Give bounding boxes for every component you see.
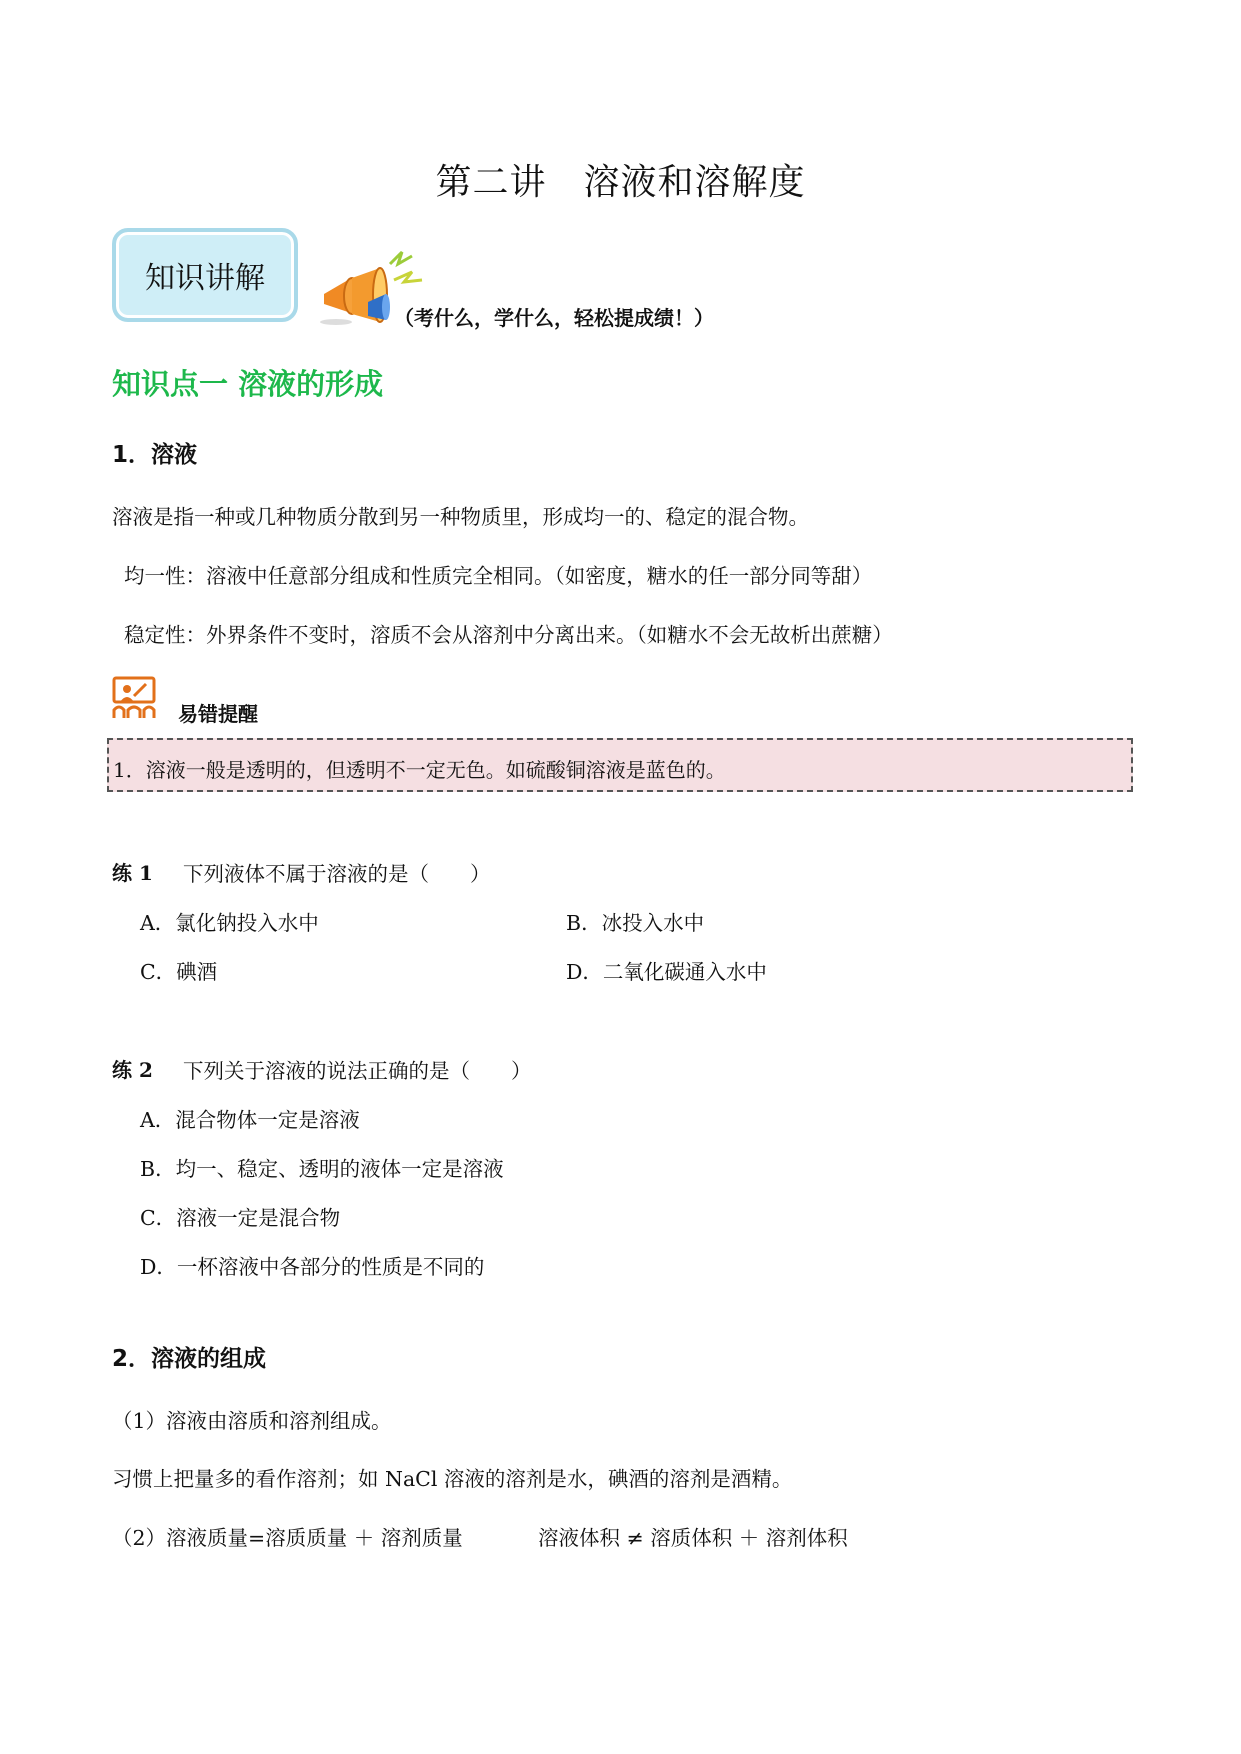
section-heading-1: 知识点一 溶液的形成 bbox=[112, 367, 384, 401]
heading-solution: 1．溶液 bbox=[112, 442, 198, 468]
exercise-1-question: 下列液体不属于溶液的是（ ） bbox=[183, 862, 491, 886]
exercise-1-option-a: A．氯化钠投入水中 bbox=[140, 911, 319, 935]
exercise-1-option-b: B．冰投入水中 bbox=[566, 911, 705, 935]
teacher-board-icon bbox=[112, 676, 156, 720]
paragraph-composition-1: （1）溶液由溶质和溶剂组成。 bbox=[112, 1409, 392, 1433]
exercise-2-option-d: D．一杯溶液中各部分的性质是不同的 bbox=[140, 1255, 485, 1279]
paragraph-stability: 稳定性：外界条件不变时，溶质不会从溶剂中分离出来。（如糖水不会无故析出蔗糖） bbox=[124, 623, 893, 647]
warning-box bbox=[107, 738, 1133, 792]
heading-composition: 2．溶液的组成 bbox=[112, 1346, 267, 1372]
warning-text: 1．溶液一般是透明的，但透明不一定无色。如硫酸铜溶液是蓝色的。 bbox=[113, 758, 726, 782]
paragraph-composition-2: 习惯上把量多的看作溶剂；如 NaCl 溶液的溶剂是水，碘酒的溶剂是酒精。 bbox=[112, 1467, 793, 1491]
page-title: 第二讲 溶液和溶解度 bbox=[435, 162, 806, 203]
exercise-1-option-c: C．碘酒 bbox=[140, 960, 218, 984]
warning-title: 易错提醒 bbox=[178, 702, 258, 726]
paragraph-definition: 溶液是指一种或几种物质分散到另一种物质里，形成均一的、稳定的混合物。 bbox=[112, 505, 809, 529]
paragraph-composition-3b: 溶液体积 ≠ 溶质体积 ＋ 溶剂体积 bbox=[538, 1526, 848, 1550]
paragraph-composition-3a: （2）溶液质量=溶质质量 ＋ 溶剂质量 bbox=[112, 1526, 463, 1550]
knowledge-badge-label: 知识讲解 bbox=[145, 261, 265, 296]
exercise-1-option-d: D．二氧化碳通入水中 bbox=[566, 960, 767, 984]
exercise-2-option-c: C．溶液一定是混合物 bbox=[140, 1206, 341, 1230]
paragraph-uniformity: 均一性：溶液中任意部分组成和性质完全相同。（如密度，糖水的任一部分同等甜） bbox=[124, 564, 873, 588]
exercise-1-label: 练 1 bbox=[112, 861, 153, 885]
exercise-2-option-a: A．混合物体一定是溶液 bbox=[140, 1108, 360, 1132]
subnote: （考什么，学什么，轻松提成绩！） bbox=[394, 306, 714, 330]
knowledge-badge bbox=[112, 228, 298, 322]
exercise-2-label: 练 2 bbox=[112, 1058, 153, 1082]
exercise-2-option-b: B．均一、稳定、透明的液体一定是溶液 bbox=[140, 1157, 504, 1181]
exercise-2-question: 下列关于溶液的说法正确的是（ ） bbox=[183, 1059, 532, 1083]
